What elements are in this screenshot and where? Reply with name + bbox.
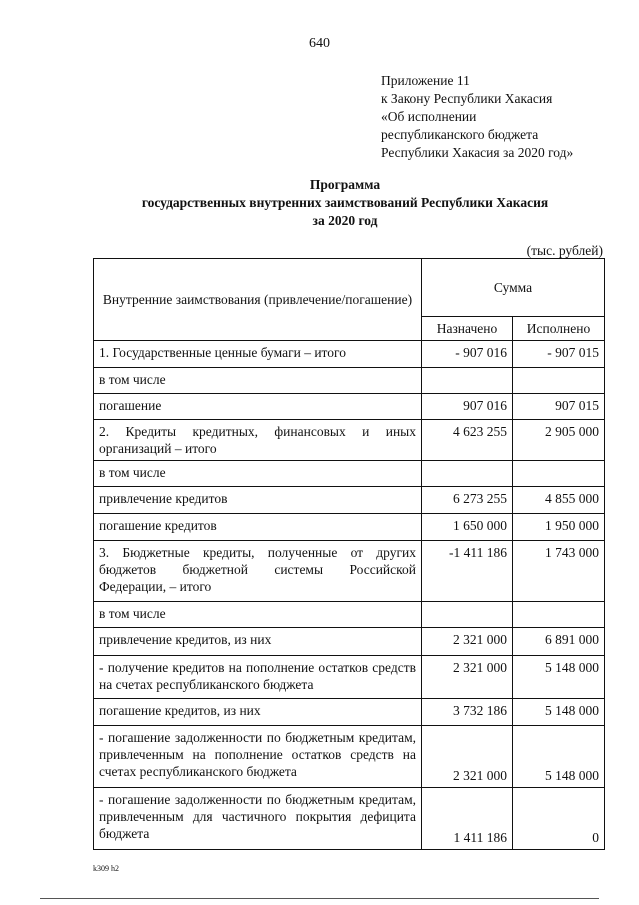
table-row xyxy=(94,341,605,368)
title-line: за 2020 год xyxy=(312,213,378,228)
table-row xyxy=(94,726,605,788)
row-label: 2. Кредиты кредитных, финансовых и иных организаций – итого xyxy=(94,420,422,461)
planned-value: 2 321 000 xyxy=(422,726,513,788)
header-borrowings: Внутренние заимствования (привлечение/погашение) xyxy=(94,259,422,341)
appendix-block xyxy=(381,72,573,162)
table-row xyxy=(94,628,605,656)
row-label: в том числе xyxy=(94,602,422,628)
header-planned: Назначено xyxy=(422,317,513,341)
row-label: 3. Бюджетные кредиты, полученные от других бюджетов бюджетной системы Российской Федерации, – итого xyxy=(94,541,422,602)
table-row xyxy=(94,541,605,602)
row-label: привлечение кредитов xyxy=(94,487,422,514)
executed-value: 1 950 000 xyxy=(513,514,605,541)
planned-value: 2 321 000 xyxy=(422,628,513,656)
row-label: погашение кредитов, из них xyxy=(94,699,422,726)
table-row xyxy=(94,602,605,628)
executed-value: 5 148 000 xyxy=(513,656,605,699)
executed-value: 4 855 000 xyxy=(513,487,605,514)
executed-value: 0 xyxy=(513,788,605,850)
planned-value xyxy=(422,461,513,487)
row-label: привлечение кредитов, из них xyxy=(94,628,422,656)
table-row xyxy=(94,514,605,541)
planned-value: 6 273 255 xyxy=(422,487,513,514)
executed-value xyxy=(513,602,605,628)
table-row xyxy=(94,487,605,514)
planned-value: 907 016 xyxy=(422,394,513,420)
planned-value: 4 623 255 xyxy=(422,420,513,461)
planned-value: 2 321 000 xyxy=(422,656,513,699)
executed-value: 6 891 000 xyxy=(513,628,605,656)
row-label: в том числе xyxy=(94,368,422,394)
planned-value: 1 650 000 xyxy=(422,514,513,541)
page-edge-line xyxy=(40,898,599,899)
executed-value: 5 148 000 xyxy=(513,726,605,788)
row-label: - погашение задолженности по бюджетным кредитам, привлеченным на пополнение остатков средств на счетах республиканского бюджета xyxy=(94,726,422,788)
header-sum: Сумма xyxy=(422,259,605,317)
planned-value xyxy=(422,368,513,394)
planned-value xyxy=(422,602,513,628)
executed-value xyxy=(513,461,605,487)
row-label: - погашение задолженности по бюджетным кредитам, привлеченным для частичного покрытия дефицита бюджета xyxy=(94,788,422,850)
planned-value: - 907 016 xyxy=(422,341,513,368)
executed-value: 5 148 000 xyxy=(513,699,605,726)
planned-value: 1 411 186 xyxy=(422,788,513,850)
document-title xyxy=(0,176,639,230)
executed-value: 907 015 xyxy=(513,394,605,420)
table-row xyxy=(94,368,605,394)
appendix-line: Республики Хакасия за 2020 год» xyxy=(381,145,574,160)
table-row xyxy=(94,656,605,699)
executed-value: 2 905 000 xyxy=(513,420,605,461)
table-row xyxy=(94,394,605,420)
appendix-line: к Закону Республики Хакасия xyxy=(381,91,553,106)
title-line: государственных внутренних заимствований Республики Хакасия xyxy=(141,195,549,210)
row-label: - получение кредитов на пополнение остатков средств на счетах республиканского бюджета xyxy=(94,656,422,699)
table-row xyxy=(94,788,605,850)
planned-value: -1 411 186 xyxy=(422,541,513,602)
table-row xyxy=(94,699,605,726)
row-label: 1. Государственные ценные бумаги – итого xyxy=(94,341,422,368)
row-label: в том числе xyxy=(94,461,422,487)
executed-value xyxy=(513,368,605,394)
planned-value: 3 732 186 xyxy=(422,699,513,726)
appendix-line: «Об исполнении xyxy=(381,109,477,124)
header-executed: Исполнено xyxy=(513,317,605,341)
appendix-line: республиканского бюджета xyxy=(381,127,539,142)
appendix-line: Приложение 11 xyxy=(381,73,470,88)
executed-value: 1 743 000 xyxy=(513,541,605,602)
footer-code: k309 h2 xyxy=(93,864,119,873)
table-row xyxy=(94,420,605,461)
title-line: Программа xyxy=(309,177,381,192)
row-label: погашение xyxy=(94,394,422,420)
borrowing-program-table xyxy=(93,258,605,850)
executed-value: - 907 015 xyxy=(513,341,605,368)
row-label: погашение кредитов xyxy=(94,514,422,541)
units-label: (тыс. рублей) xyxy=(526,243,603,258)
table-row xyxy=(94,461,605,487)
page-number: 640 xyxy=(309,36,330,51)
